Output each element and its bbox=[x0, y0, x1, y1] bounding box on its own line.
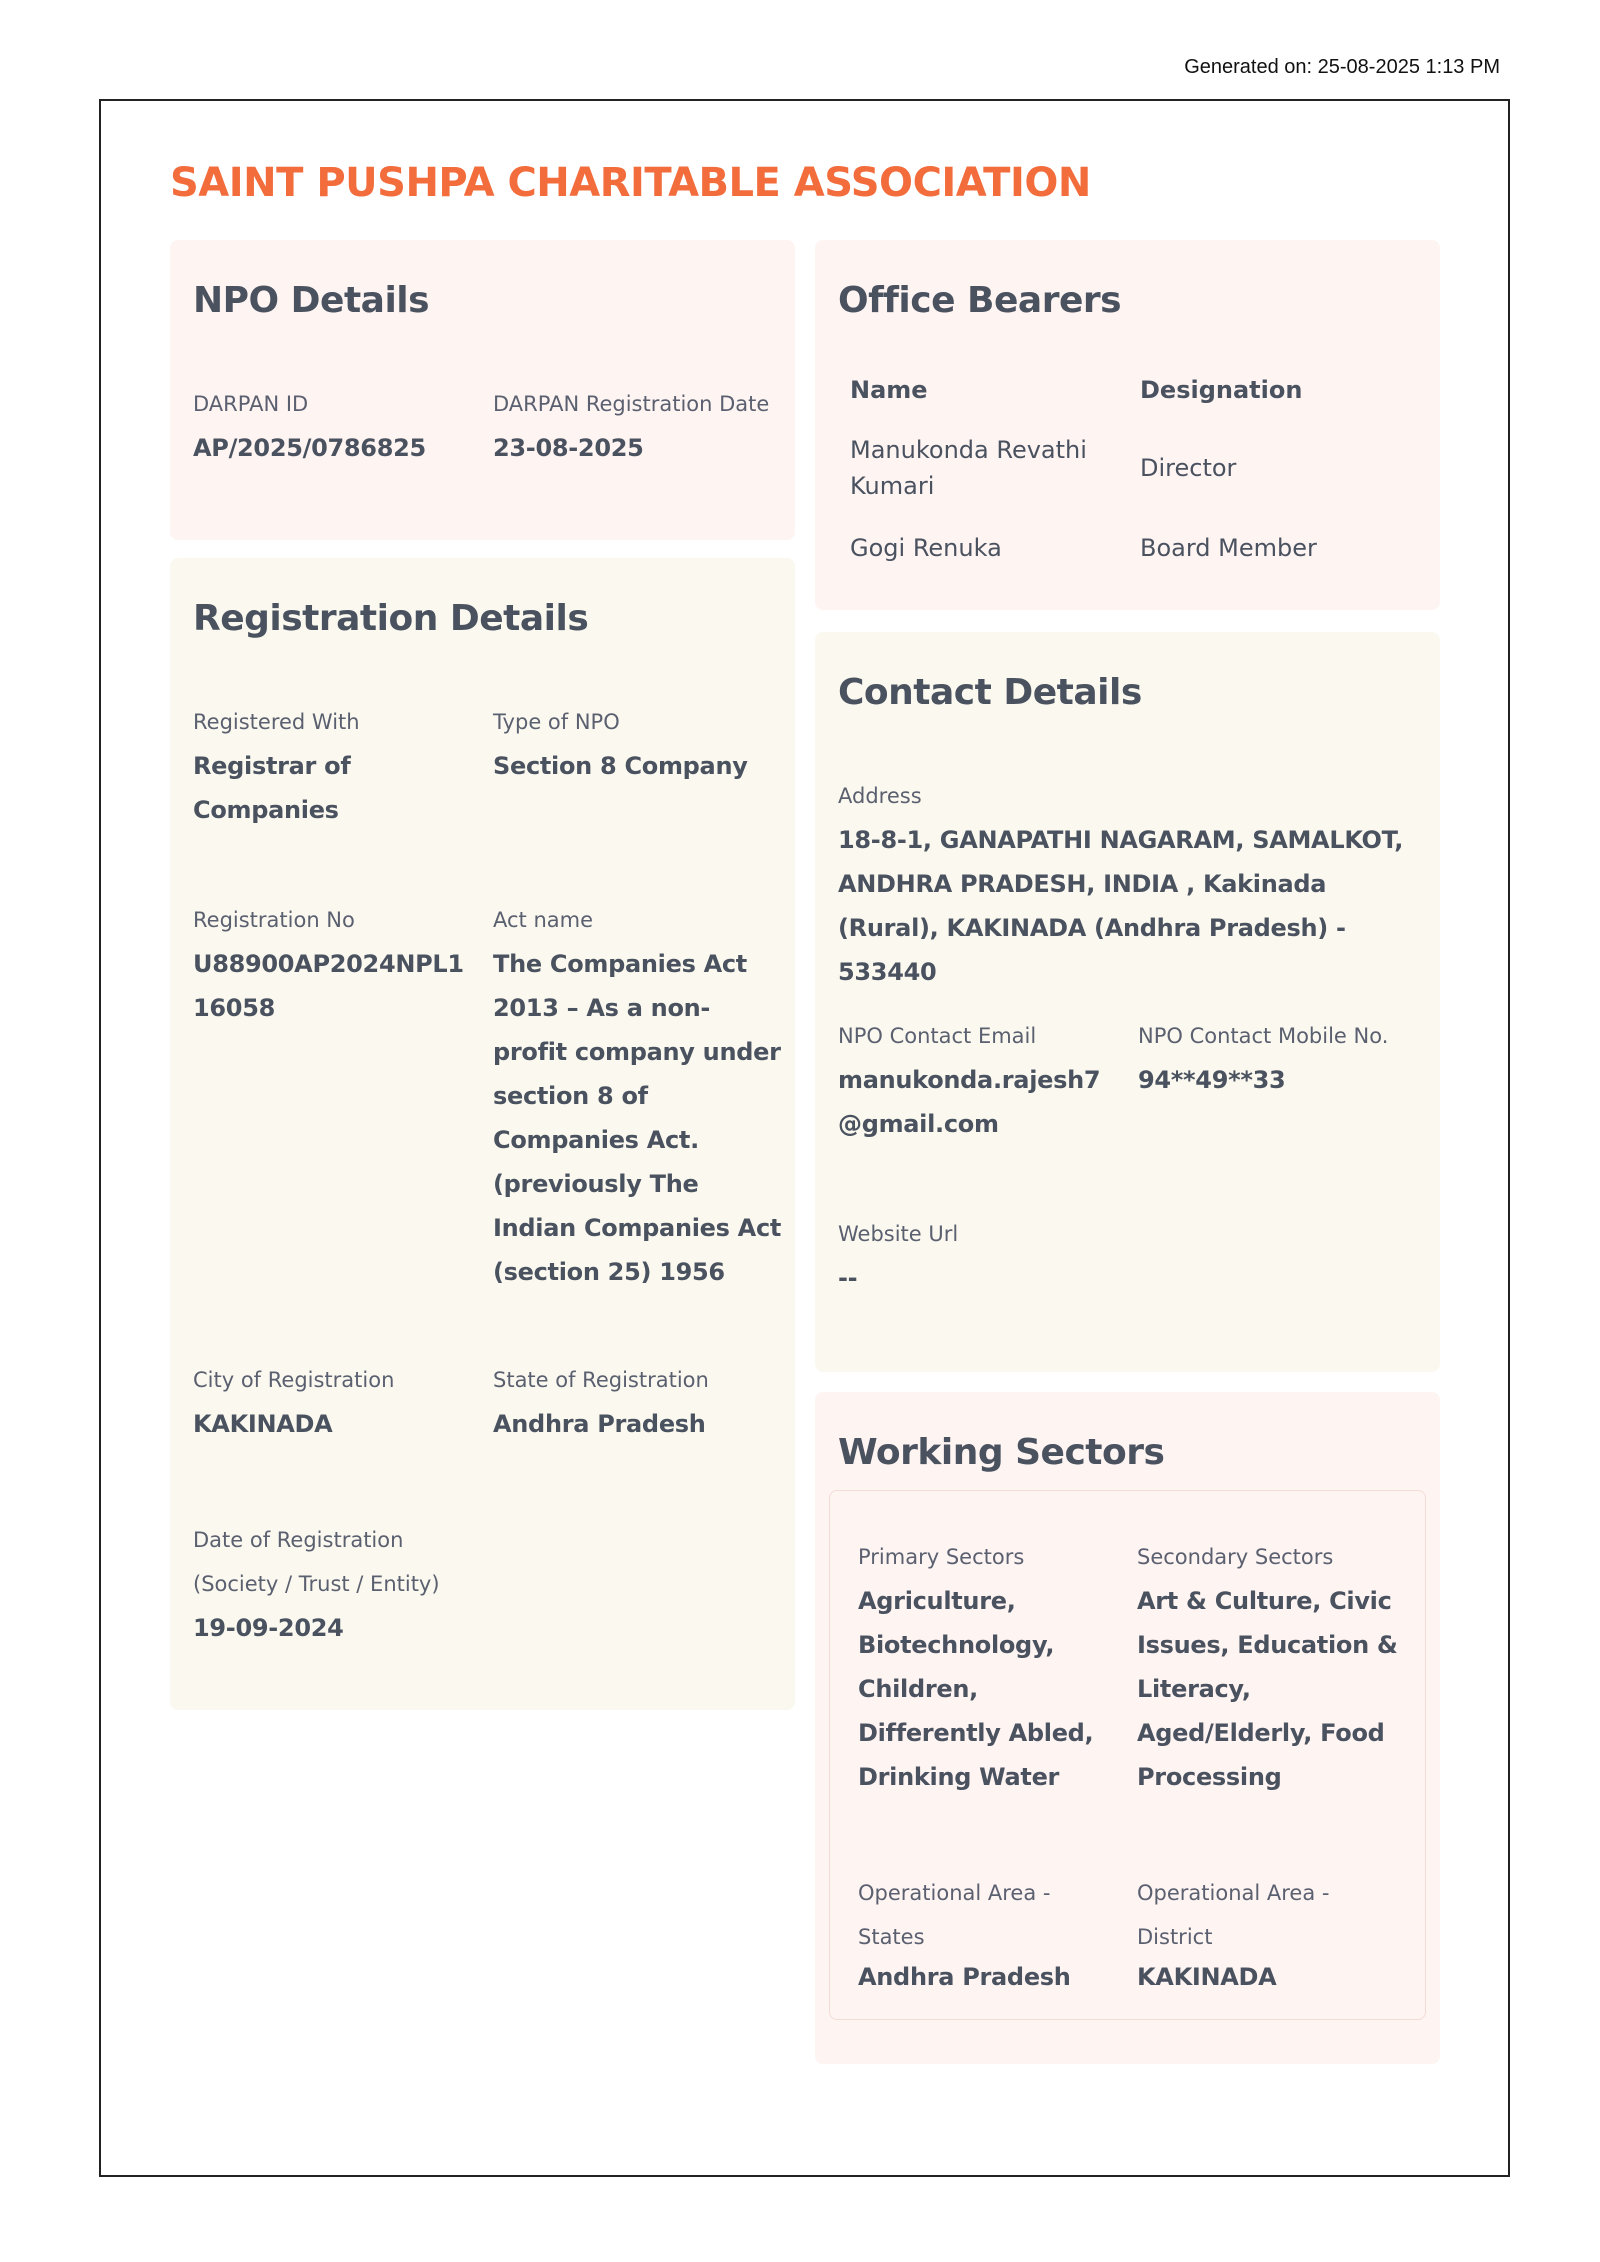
website-value: -- bbox=[838, 1264, 858, 1292]
primary-sectors-label: Primary Sectors bbox=[858, 1545, 1025, 1569]
website-label: Website Url bbox=[838, 1222, 959, 1246]
working-sectors-title: Working Sectors bbox=[838, 1432, 1165, 1473]
working-sectors-card bbox=[815, 1392, 1440, 2064]
operational-states-value: Andhra Pradesh bbox=[858, 1963, 1071, 1991]
address-value: 18-8-1, GANAPATHI NAGARAM, SAMALKOT, ANDHRA PRADESH, INDIA , Kakinada (Rural), KAKINADA (Andhra Pradesh) - 533440 bbox=[838, 826, 1404, 986]
bearers-col-name: Name bbox=[850, 376, 928, 404]
generated-timestamp: Generated on: 25-08-2025 1:13 PM bbox=[1184, 56, 1500, 78]
contact-email-label: NPO Contact Email bbox=[838, 1024, 1037, 1048]
act-name-value: The Companies Act 2013 – As a non-profit company under section 8 of Companies Act. (previously The Indian Companies Act (section 25) 1956 bbox=[493, 950, 782, 1286]
city-of-registration-value: KAKINADA bbox=[193, 1410, 333, 1438]
act-name-label: Act name bbox=[493, 908, 594, 932]
darpan-reg-date-label: DARPAN Registration Date bbox=[493, 392, 770, 416]
type-of-npo-label: Type of NPO bbox=[493, 710, 620, 734]
registered-with-value: Registrar of Companies bbox=[193, 752, 351, 824]
city-of-registration-label: City of Registration bbox=[193, 1368, 395, 1392]
address-label: Address bbox=[838, 784, 922, 808]
bearers-col-designation: Designation bbox=[1140, 376, 1303, 404]
contact-mobile-label: NPO Contact Mobile No. bbox=[1138, 1024, 1389, 1048]
operational-district-value: KAKINADA bbox=[1137, 1963, 1277, 1991]
contact-details-title: Contact Details bbox=[838, 672, 1142, 713]
date-of-registration-label: Date of Registration (Society / Trust / Entity) bbox=[193, 1528, 440, 1596]
bearer-name: Manukonda Revathi Kumari bbox=[850, 436, 1087, 500]
contact-mobile-value: 94**49**33 bbox=[1138, 1066, 1286, 1094]
contact-email-value: manukonda.rajesh7@gmail.com bbox=[838, 1066, 1101, 1138]
office-bearers-title: Office Bearers bbox=[838, 280, 1122, 321]
state-of-registration-value: Andhra Pradesh bbox=[493, 1410, 706, 1438]
secondary-sectors-label: Secondary Sectors bbox=[1137, 1545, 1334, 1569]
bearer-designation: Board Member bbox=[1140, 534, 1317, 562]
registration-details-title: Registration Details bbox=[193, 598, 589, 639]
npo-details-title: NPO Details bbox=[193, 280, 430, 321]
bearer-designation: Director bbox=[1140, 454, 1237, 482]
operational-district-label: Operational Area - District bbox=[1137, 1881, 1330, 1949]
contact-details-card bbox=[815, 632, 1440, 1372]
organization-name: SAINT PUSHPA CHARITABLE ASSOCIATION bbox=[170, 160, 1091, 206]
secondary-sectors-value: Art & Culture, Civic Issues, Education & Literacy, Aged/Elderly, Food Processing bbox=[1137, 1587, 1398, 1791]
primary-sectors-value: Agriculture, Biotechnology, Children, Differently Abled, Drinking Water bbox=[858, 1587, 1094, 1791]
date-of-registration-value: 19-09-2024 bbox=[193, 1614, 344, 1642]
operational-states-label: Operational Area - States bbox=[858, 1881, 1051, 1949]
registered-with-label: Registered With bbox=[193, 710, 360, 734]
npo-details-card bbox=[170, 240, 795, 540]
type-of-npo-value: Section 8 Company bbox=[493, 752, 748, 780]
sectors-inner-box bbox=[829, 1490, 1426, 2020]
registration-no-value: U88900AP2024NPL116058 bbox=[193, 950, 464, 1022]
bearer-name: Gogi Renuka bbox=[850, 534, 1002, 562]
registration-no-label: Registration No bbox=[193, 908, 355, 932]
darpan-id-value: AP/2025/0786825 bbox=[193, 434, 426, 462]
state-of-registration-label: State of Registration bbox=[493, 1368, 709, 1392]
registration-details-card bbox=[170, 558, 795, 1710]
office-bearers-card bbox=[815, 240, 1440, 610]
darpan-reg-date-value: 23-08-2025 bbox=[493, 434, 644, 462]
darpan-id-label: DARPAN ID bbox=[193, 392, 309, 416]
